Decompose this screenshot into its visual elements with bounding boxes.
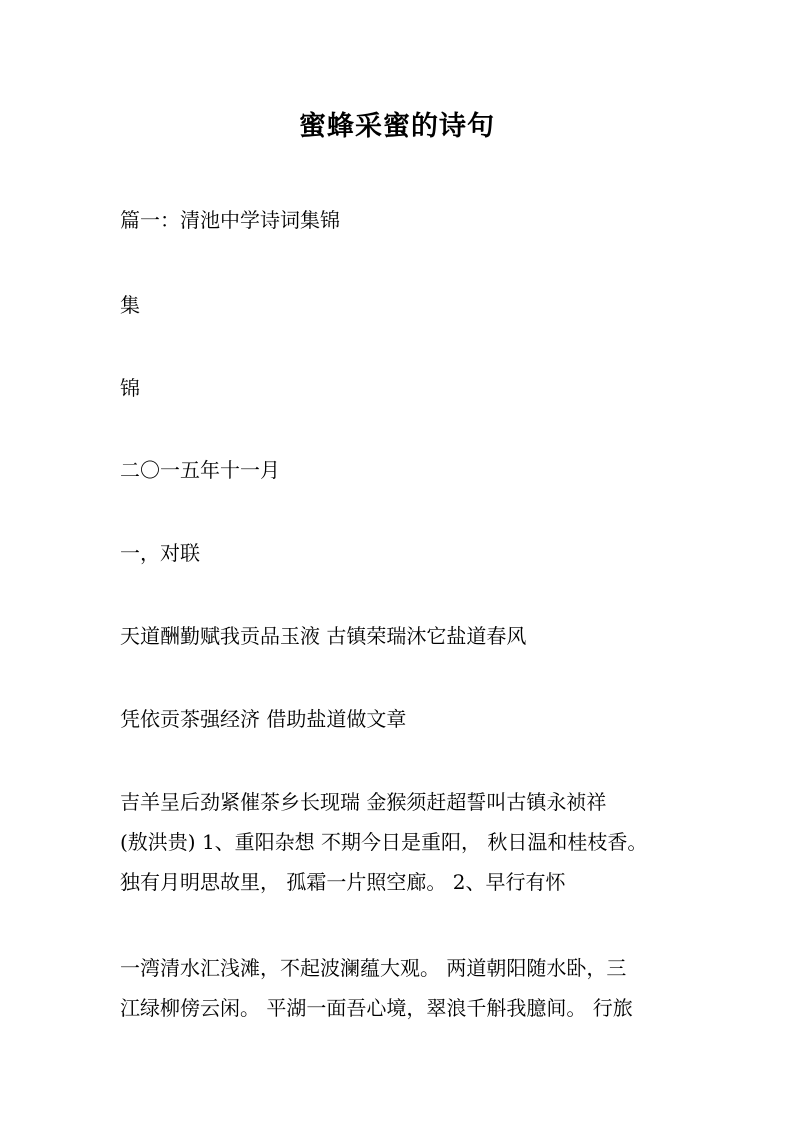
text-line: 锦 [120, 376, 140, 400]
document-title: 蜜蜂采蜜的诗句 [299, 111, 495, 142]
paragraph-line: 一湾清水汇浅滩，不起波澜蕴大观。 两道朝阳随水卧，三 [120, 956, 627, 980]
paragraph [120, 948, 676, 1028]
date-line: 二〇一五年十一月 [120, 458, 280, 482]
text-line: 集 [120, 293, 140, 317]
couplet-line: 天道酬勤赋我贡品玉液 古镇荣瑞沐它盐道春风 [120, 624, 527, 648]
subsection-heading: 一，对联 [120, 541, 200, 565]
paragraph-line: 吉羊呈后劲紧催茶乡长现瑞 金猴须赶超誓叫古镇永祯祥 [120, 790, 607, 814]
paragraph [120, 782, 676, 902]
couplet-line: 凭依贡茶强经济 借助盐道做文章 [120, 707, 407, 731]
paragraph-line: 江绿柳傍云闲。 平湖一面吾心境，翠浪千斛我臆间。 行旅 [120, 996, 633, 1020]
paragraph-line: 独有月明思故里， 孤霜一片照空廊。 2、早行有怀 [120, 870, 566, 894]
section-heading: 篇一：清池中学诗词集锦 [120, 208, 340, 232]
paragraph-line: (敖洪贵) 1、重阳杂想 不期今日是重阳， 秋日温和桂枝香。 [120, 830, 648, 854]
